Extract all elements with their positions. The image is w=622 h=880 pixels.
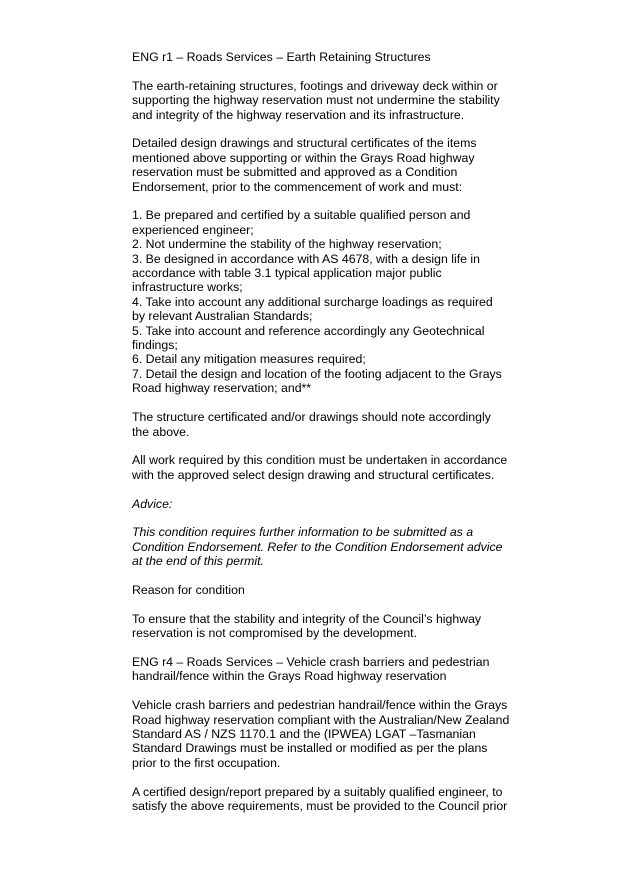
paragraph bbox=[132, 612, 592, 641]
text-line: Endorsement, prior to the commencement of work and must: bbox=[132, 179, 463, 194]
text-line: Reason for condition bbox=[132, 582, 245, 597]
paragraph bbox=[132, 136, 592, 194]
text-line: 4. Take into account any additional surcharge loadings as required bbox=[132, 294, 493, 309]
text-line: This condition requires further information to be submitted as a bbox=[132, 525, 474, 540]
text-line: Vehicle crash barriers and pedestrian handrail/fence within the Grays bbox=[132, 698, 508, 713]
paragraph bbox=[132, 50, 592, 64]
text-line: Condition Endorsement. Refer to the Condition Endorsement advice bbox=[132, 539, 503, 554]
paragraph bbox=[132, 525, 592, 568]
paragraph bbox=[132, 698, 592, 770]
paragraph bbox=[132, 655, 592, 684]
text-line: 7. Detail the design and location of the footing adjacent to the Grays bbox=[132, 366, 502, 381]
text-line: All work required by this condition must be undertaken in accordance bbox=[132, 453, 508, 468]
text-line: prior to the first occupation. bbox=[132, 755, 281, 770]
text-line: Standard Drawings must be installed or modified as per the plans bbox=[132, 741, 488, 756]
text-line: supporting the highway reservation must not undermine the stability bbox=[132, 93, 500, 108]
text-line: handrail/fence within the Grays Road highway reservation bbox=[132, 669, 447, 684]
text-line: 3. Be designed in accordance with AS 4678, with a design life in bbox=[132, 251, 480, 266]
text-line: and integrity of the highway reservation and its infrastructure. bbox=[132, 107, 465, 122]
text-line: 5. Take into account and reference accordingly any Geotechnical bbox=[132, 323, 485, 338]
text-line: 6. Detail any mitigation measures required; bbox=[132, 352, 366, 367]
text-line: To ensure that the stability and integrity of the Council’s highway bbox=[132, 611, 482, 626]
document-page bbox=[132, 50, 592, 828]
text-line: Detailed design drawings and structural certificates of the items bbox=[132, 136, 477, 151]
paragraph bbox=[132, 583, 592, 597]
text-line: satisfy the above requirements, must be provided to the Council prior bbox=[132, 798, 508, 813]
text-line: at the end of this permit. bbox=[132, 554, 264, 569]
text-line: reservation must be submitted and approved as a Condition bbox=[132, 165, 458, 180]
text-line: by relevant Australian Standards; bbox=[132, 309, 313, 324]
text-line: infrastructure works; bbox=[132, 280, 243, 295]
paragraph bbox=[132, 410, 592, 439]
text-line: Road highway reservation compliant with the Australian/New Zealand bbox=[132, 712, 510, 727]
text-line: with the approved select design drawing and structural certificates. bbox=[132, 467, 495, 482]
text-line: ENG r4 – Roads Services – Vehicle crash barriers and pedestrian bbox=[132, 654, 490, 669]
text-line: mentioned above supporting or within the Grays Road highway bbox=[132, 150, 475, 165]
text-line: The structure certificated and/or drawings should note accordingly bbox=[132, 410, 491, 425]
paragraph bbox=[132, 453, 592, 482]
text-line: reservation is not compromised by the development. bbox=[132, 626, 418, 641]
text-line: Road highway reservation; and** bbox=[132, 381, 312, 396]
text-line: 2. Not undermine the stability of the highway reservation; bbox=[132, 237, 442, 252]
paragraph bbox=[132, 208, 592, 395]
text-line: ENG r1 – Roads Services – Earth Retaining Structures bbox=[132, 50, 431, 64]
paragraph bbox=[132, 79, 592, 122]
paragraph bbox=[132, 785, 592, 814]
text-line: 1. Be prepared and certified by a suitable qualified person and bbox=[132, 208, 471, 223]
text-line: the above. bbox=[132, 424, 190, 439]
text-line: accordance with table 3.1 typical application major public bbox=[132, 266, 442, 281]
text-line: The earth-retaining structures, footings and driveway deck within or bbox=[132, 78, 498, 93]
text-line: findings; bbox=[132, 338, 178, 353]
text-line: Advice: bbox=[132, 496, 173, 511]
paragraph bbox=[132, 497, 592, 511]
text-line: experienced engineer; bbox=[132, 222, 254, 237]
text-line: Standard AS / NZS 1170.1 and the (IPWEA) LGAT –Tasmanian bbox=[132, 726, 476, 741]
text-line: A certified design/report prepared by a suitably qualified engineer, to bbox=[132, 784, 503, 799]
